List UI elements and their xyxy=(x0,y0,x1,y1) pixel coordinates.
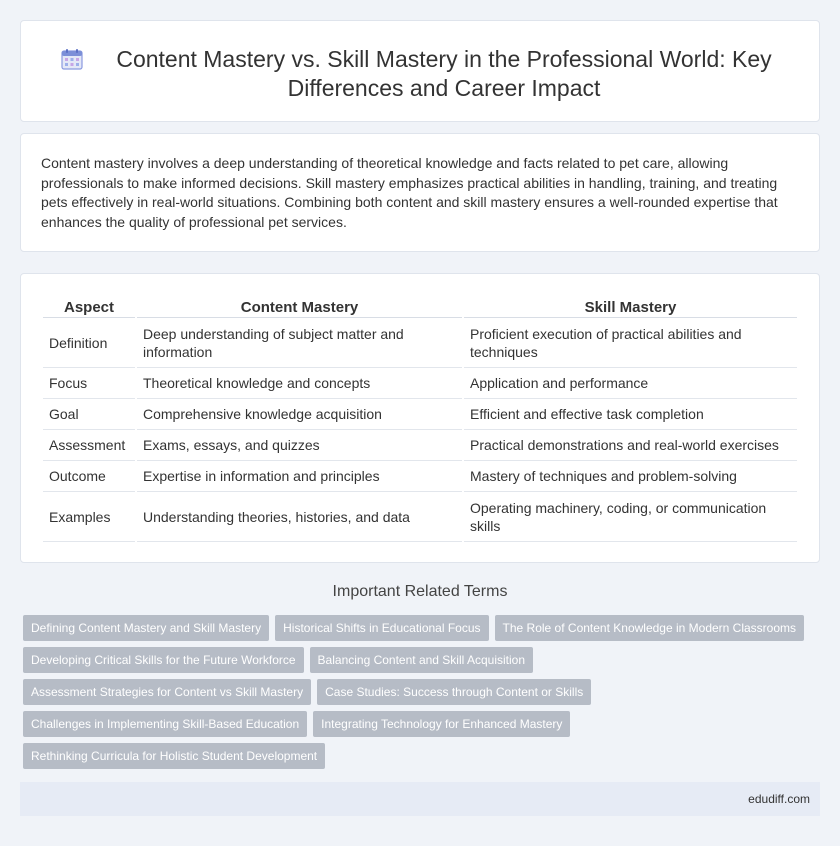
cell-aspect: Goal xyxy=(43,399,135,430)
comparison-table-card xyxy=(20,273,820,563)
cell-skill: Efficient and effective task completion xyxy=(464,399,797,430)
table-row xyxy=(43,461,797,492)
cell-skill: Practical demonstrations and real-world exercises xyxy=(464,430,797,461)
header-skill-mastery: Skill Mastery xyxy=(464,294,797,318)
cell-aspect: Outcome xyxy=(43,461,135,492)
cell-content: Deep understanding of subject matter and information xyxy=(137,318,462,368)
comparison-table xyxy=(41,294,799,542)
cell-aspect: Focus xyxy=(43,368,135,399)
site-link[interactable]: edudiff.com xyxy=(748,792,810,806)
related-tag[interactable]: Rethinking Curricula for Holistic Student Development xyxy=(23,743,325,769)
header-content-mastery: Content Mastery xyxy=(137,294,462,318)
related-tag[interactable]: Challenges in Implementing Skill-Based Education xyxy=(23,711,307,737)
cell-skill: Mastery of techniques and problem-solving xyxy=(464,461,797,492)
related-terms-title: Important Related Terms xyxy=(332,583,508,600)
table-row xyxy=(43,492,797,542)
intro-card xyxy=(20,133,820,252)
table-row xyxy=(43,399,797,430)
page-title: Content Mastery vs. Skill Mastery in the Professional World: Key Differences and Career Impact xyxy=(116,46,772,101)
cell-content: Exams, essays, and quizzes xyxy=(137,430,462,461)
related-tag[interactable]: Case Studies: Success through Content or Skills xyxy=(317,679,591,705)
cell-aspect: Assessment xyxy=(43,430,135,461)
cell-content: Expertise in information and principles xyxy=(137,461,462,492)
header-aspect: Aspect xyxy=(43,294,135,318)
cell-content: Comprehensive knowledge acquisition xyxy=(137,399,462,430)
cell-content: Theoretical knowledge and concepts xyxy=(137,368,462,399)
cell-content: Understanding theories, histories, and data xyxy=(137,492,462,542)
related-tag[interactable]: The Role of Content Knowledge in Modern Classrooms xyxy=(495,615,804,641)
table-row xyxy=(43,318,797,368)
footer xyxy=(20,782,820,816)
cell-aspect: Definition xyxy=(43,318,135,368)
related-tag[interactable]: Defining Content Mastery and Skill Mastery xyxy=(23,615,269,641)
related-tag[interactable]: Historical Shifts in Educational Focus xyxy=(275,615,488,641)
table-row xyxy=(43,430,797,461)
intro-paragraph: Content mastery involves a deep understanding of theoretical knowledge and facts related to pet care, allowing professionals to make informed decisions. Skill mastery emphasizes practical abilities in handling, training, and treating pets effectively in real-world situations. Combining both content and skill mastery ensures a well-rounded expertise that enhances the quality of professional pet services. xyxy=(41,155,778,230)
related-tag[interactable]: Balancing Content and Skill Acquisition xyxy=(310,647,533,673)
cell-aspect: Examples xyxy=(43,492,135,542)
related-tag[interactable]: Developing Critical Skills for the Future Workforce xyxy=(23,647,304,673)
cell-skill: Proficient execution of practical abilities and techniques xyxy=(464,318,797,368)
table-row xyxy=(43,368,797,399)
related-tag[interactable]: Integrating Technology for Enhanced Mastery xyxy=(313,711,570,737)
cell-skill: Operating machinery, coding, or communication skills xyxy=(464,492,797,542)
table-header-row xyxy=(43,294,797,318)
cell-skill: Application and performance xyxy=(464,368,797,399)
header-card xyxy=(20,20,820,122)
related-tags xyxy=(23,615,823,769)
related-tag[interactable]: Assessment Strategies for Content vs Skill Mastery xyxy=(23,679,311,705)
